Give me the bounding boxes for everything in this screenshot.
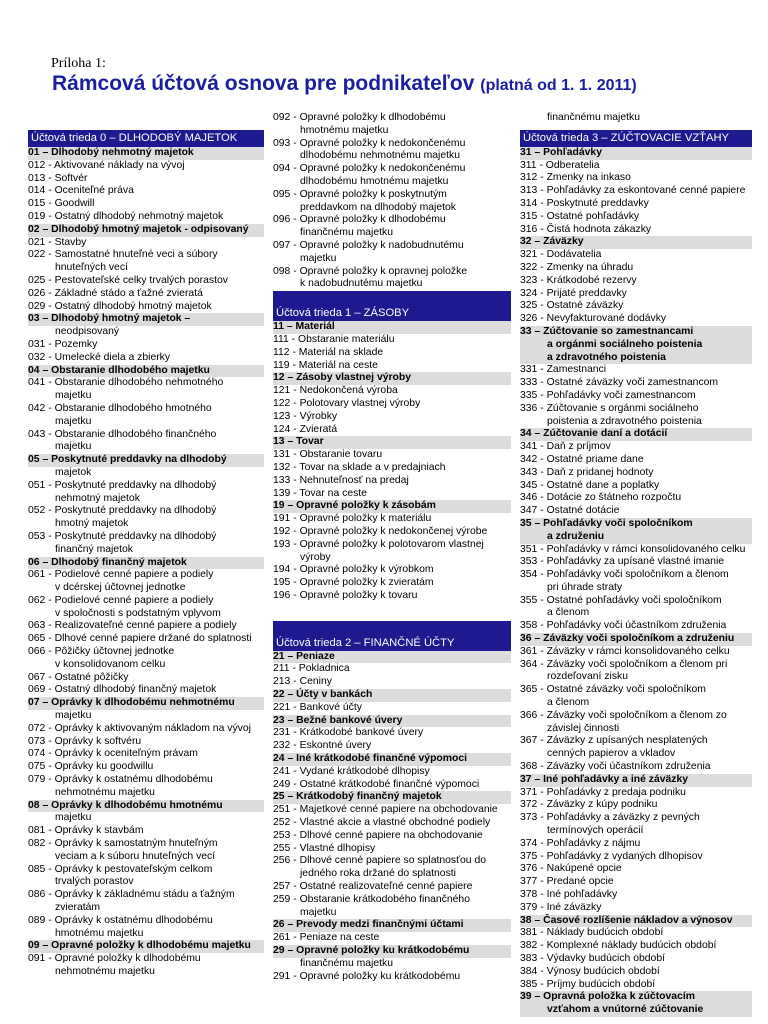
account-row-continued: závislej činnosti xyxy=(547,722,620,734)
account-row: 315 - Ostatné pohľadávky xyxy=(520,210,640,222)
account-row: 133 - Nehnuteľnosť na predaj xyxy=(273,474,409,486)
account-row: 385 - Príjmy budúcich období xyxy=(520,978,656,990)
account-row: 086 - Oprávky k základnému stádu a ťažným xyxy=(28,889,235,901)
account-row: 361 - Záväzky v rámci konsolidovaného celku xyxy=(520,645,730,657)
account-row: 249 - Ostatné krátkodobé finančné výpomoci xyxy=(273,778,480,790)
account-row-continued: finančnému majetku xyxy=(300,957,393,969)
account-row: 379 - Iné záväzky xyxy=(520,901,602,913)
account-row-continued: cenných papierov a vkladov xyxy=(547,748,676,760)
group-heading: 31 – Pohľadávky xyxy=(520,147,752,160)
group-heading: 07 – Oprávky k dlhodobému nehmotnému xyxy=(28,697,264,710)
account-row: 353 - Pohľadávky za upísané vlastné imanie xyxy=(520,556,725,568)
account-row-continued: majetku xyxy=(55,441,92,453)
class-header: Účtová trieda 2 – FINANČNÉ ÚČTY xyxy=(273,621,511,651)
account-row: 041 - Obstaranie dlhodobého nehmotného xyxy=(28,377,224,389)
account-row: 335 - Pohľadávky voči zamestnancom xyxy=(520,389,696,401)
account-row-continued: veciam a k súboru hnuteľných vecí xyxy=(55,850,216,862)
group-heading: 12 – Zásoby vlastnej výroby xyxy=(273,372,511,385)
account-row-continued: majetok xyxy=(55,466,92,478)
account-row-continued: finančný majetok xyxy=(55,543,133,555)
account-row: 346 - Dotácie zo štátneho rozpočtu xyxy=(520,492,682,504)
account-row-continued: a členom xyxy=(547,697,590,709)
account-row: 213 - Ceniny xyxy=(273,676,332,688)
account-row: 091 - Opravné položky k dlhodobému xyxy=(28,953,201,965)
account-row: 371 - Pohľadávky z predaja podniku xyxy=(520,786,686,798)
account-row: 375 - Pohľadávky z vydaných dlhopisov xyxy=(520,850,703,862)
account-row: 089 - Oprávky k ostatnému dlhodobému xyxy=(28,914,213,926)
account-row: 022 - Samostatné hnuteľné veci a súbory xyxy=(28,249,218,261)
account-row: 358 - Pohľadávky voči účastníkom združenia xyxy=(520,620,727,632)
page-title xyxy=(52,72,637,96)
account-row-continued: hmotný majetok xyxy=(55,518,129,530)
account-row: 124 - Zvieratá xyxy=(273,423,338,435)
account-row-continued: termínových operácií xyxy=(547,825,644,837)
account-row: 347 - Ostatné dotácie xyxy=(520,505,620,517)
group-heading: 23 – Bežné bankové úvery xyxy=(273,715,511,728)
account-row: 291 - Opravné položky ku krátkodobému xyxy=(273,970,461,982)
account-row: 314 - Poskytnuté preddavky xyxy=(520,197,649,209)
account-row: 031 - Pozemky xyxy=(28,338,98,350)
account-row: 014 - Oceniteľné práva xyxy=(28,185,134,197)
group-heading: 13 – Tovar xyxy=(273,436,511,449)
account-row: 374 - Pohľadávky z nájmu xyxy=(520,837,641,849)
account-row-continued: výroby xyxy=(300,551,331,563)
appendix-label: Príloha 1: xyxy=(51,56,106,71)
account-row: 063 - Realizovateľné cenné papiere a podiely xyxy=(28,620,237,632)
account-row: 098 - Opravné položky k opravnej položke xyxy=(273,265,468,277)
account-row: 341 - Daň z príjmov xyxy=(520,441,611,453)
account-row: 073 - Oprávky k softvéru xyxy=(28,735,142,747)
account-row-continued: rozdeľovaní zisku xyxy=(547,671,628,683)
group-heading: 19 – Opravné položky k zásobám xyxy=(273,500,511,513)
account-row-continued: nehmotnému majetku xyxy=(55,966,155,977)
account-row: 259 - Obstaranie krátkodobého finančného xyxy=(273,893,470,905)
account-row: 139 - Tovar na ceste xyxy=(273,487,367,499)
account-row-continued: majetku xyxy=(55,415,92,427)
account-row: 025 - Pestovateľské celky trvalých porastov xyxy=(28,274,228,286)
account-row: 251 - Majetkové cenné papiere na obchodovanie xyxy=(273,804,498,816)
account-row: 052 - Poskytnuté preddavky na dlhodobý xyxy=(28,505,217,517)
account-row: 261 - Peniaze na ceste xyxy=(273,932,380,944)
account-row-continued: majetku xyxy=(55,812,92,824)
group-heading: 03 – Dlhodobý hmotný majetok – xyxy=(28,313,264,326)
account-row: 256 - Dlhové cenné papiere so splatnosťou do xyxy=(273,855,487,867)
account-row: 366 - Záväzky voči spoločníkom a členom zo xyxy=(520,709,727,721)
account-row: 131 - Obstaranie tovaru xyxy=(273,449,383,461)
account-row: 378 - Iné pohľadávky xyxy=(520,889,618,901)
account-row: 195 - Opravné položky k zvieratám xyxy=(273,577,434,589)
account-row: 192 - Opravné položky k nedokončenej výrobe xyxy=(273,525,488,537)
account-row: 257 - Ostatné realizovateľné cenné papiere xyxy=(273,881,473,893)
account-row-continued: hmotnému majetku xyxy=(300,124,389,136)
account-row: 112 - Materiál na sklade xyxy=(273,346,384,358)
column-1 xyxy=(28,125,264,979)
account-row: 331 - Zamestnanci xyxy=(520,364,607,376)
account-row: 241 - Vydané krátkodobé dlhopisy xyxy=(273,765,430,777)
group-heading: 26 – Prevody medzi finančnými účtami xyxy=(273,919,511,932)
account-row: 373 - Pohľadávky a záväzky z pevných xyxy=(520,812,700,824)
account-row: 372 - Záväzky z kúpy podniku xyxy=(520,799,658,811)
account-row: 368 - Záväzky voči účastníkom združenia xyxy=(520,761,711,773)
account-row: 119 - Materiál na ceste xyxy=(273,359,378,371)
group-heading: 39 – Opravná položka k zúčtovacím xyxy=(520,991,752,1004)
account-row: 085 - Oprávky k pestovateľským celkom xyxy=(28,863,213,875)
account-row: 325 - Ostatné záväzky xyxy=(520,300,624,312)
account-row: 382 - Komplexné náklady budúcich období xyxy=(520,940,717,952)
account-row-continued: nehmotný majetok xyxy=(55,492,140,504)
account-row: 026 - Základné stádo a ťažné zvieratá xyxy=(28,287,203,299)
account-row: 193 - Opravné položky k polotovarom vlastnej xyxy=(273,538,484,550)
account-row-continued: v konsolidovanom celku xyxy=(55,658,166,670)
group-heading: 33 – Zúčtovanie so zamestnancami xyxy=(520,326,752,339)
group-heading: 11 – Materiál xyxy=(273,321,511,334)
account-row: 097 - Opravné položky k nadobudnutému xyxy=(273,239,464,251)
group-heading-continued: a orgánmi sociálneho poistenia xyxy=(520,339,752,352)
account-row: 253 - Dlhové cenné papiere na obchodovanie xyxy=(273,829,483,841)
group-heading: 09 – Opravné položky k dlhodobému majetku xyxy=(28,940,264,953)
class-header: Účtová trieda 0 – DLHODOBÝ MAJETOK xyxy=(28,130,264,147)
account-row: 121 - Nedokončená výroba xyxy=(273,385,398,397)
account-row: 013 - Softvér xyxy=(28,172,88,184)
account-row: 326 - Nevyfakturované dodávky xyxy=(520,313,667,325)
group-heading: 01 – Dlhodobý nehmotný majetok xyxy=(28,147,264,160)
group-heading: 06 – Dlhodobý finančný majetok xyxy=(28,557,264,570)
account-row: 042 - Obstaranie dlhodobého hmotného xyxy=(28,402,212,414)
account-row: 313 - Pohľadávky za eskontované cenné papiere xyxy=(520,185,746,197)
group-heading: 29 – Opravné položky ku krátkodobému xyxy=(273,945,511,958)
account-row: 072 - Oprávky k aktivovaným nákladom na vývoj xyxy=(28,722,251,734)
account-row: 377 - Predané opcie xyxy=(520,876,614,888)
account-row-continued: finančnému majetku xyxy=(547,112,640,123)
account-row: 311 - Odberatelia xyxy=(520,159,600,171)
account-row-continued: majetku xyxy=(55,390,92,402)
account-row: 255 - Vlastné dlhopisy xyxy=(273,842,376,854)
account-row: 095 - Opravné položky k poskytnutým xyxy=(273,188,447,200)
account-row: 015 - Goodwill xyxy=(28,198,95,210)
class-header: Účtová trieda 3 – ZÚČTOVACIE VZŤAHY xyxy=(520,130,752,147)
account-row: 092 - Opravné položky k dlhodobému xyxy=(273,112,446,123)
spacer xyxy=(273,603,511,621)
account-row: 312 - Zmenky na inkaso xyxy=(520,172,631,184)
account-row: 194 - Opravné položky k výrobkom xyxy=(273,564,434,576)
group-heading: 36 – Záväzky voči spoločníkom a združeniu xyxy=(520,633,752,646)
account-row-continued: trvalých porastov xyxy=(55,876,134,888)
account-row-continued: a členom xyxy=(547,607,590,619)
account-row-continued: majetku xyxy=(300,252,337,264)
column-2 xyxy=(273,112,511,983)
group-heading: 24 – Iné krátkodobé finančné výpomoci xyxy=(273,753,511,766)
account-row: 321 - Dodávatelia xyxy=(520,249,602,261)
group-heading: 21 – Peniaze xyxy=(273,651,511,664)
account-row: 322 - Zmenky na úhradu xyxy=(520,261,634,273)
account-row: 094 - Opravné položky k nedokončenému xyxy=(273,163,466,175)
account-row-continued: k nadobudnutému majetku xyxy=(300,278,423,290)
group-heading: 05 – Poskytnuté preddavky na dlhodobý xyxy=(28,454,264,467)
group-heading: 32 – Záväzky xyxy=(520,236,752,249)
account-row: 365 - Ostatné záväzky voči spoločníkom xyxy=(520,684,706,696)
group-heading: 08 – Oprávky k dlhodobému hmotnému xyxy=(28,800,264,813)
account-row-continued: jedného roka držané do splatnosti xyxy=(300,868,456,880)
group-heading: 02 – Dlhodobý hmotný majetok - odpisovaný xyxy=(28,224,264,237)
account-row: 061 - Podielové cenné papiere a podiely xyxy=(28,569,214,581)
account-row: 053 - Poskytnuté preddavky na dlhodobý xyxy=(28,530,217,542)
account-row: 367 - Záväzky z upísaných nesplatených xyxy=(520,735,708,747)
class-header: Účtová trieda 1 – ZÁSOBY xyxy=(273,291,511,321)
account-row: 324 - Prijaté preddavky xyxy=(520,287,627,299)
group-heading-continued: vzťahom a vnútorné zúčtovanie xyxy=(520,1004,752,1017)
account-row-continued: v spoločnosti s podstatným vplyvom xyxy=(55,607,221,619)
account-row: 354 - Pohľadávky voči spoločníkom a členom xyxy=(520,569,729,581)
account-row: 323 - Krátkodobé rezervy xyxy=(520,274,637,286)
group-heading-continued: a zdravotného poistenia xyxy=(520,352,752,365)
account-row: 019 - Ostatný dlhodobý nehmotný majetok xyxy=(28,210,224,222)
account-row: 096 - Opravné položky k dlhodobému xyxy=(273,214,446,226)
group-heading: 25 – Krátkodobý finančný majetok xyxy=(273,791,511,804)
group-heading-continued: a združeniu xyxy=(520,531,752,544)
account-row: 123 - Výrobky xyxy=(273,410,338,422)
account-row: 032 - Umelecké diela a zbierky xyxy=(28,351,171,363)
group-heading: 35 – Pohľadávky voči spoločníkom xyxy=(520,518,752,531)
account-row-continued: pri úhrade straty xyxy=(547,581,623,593)
account-row: 093 - Opravné položky k nedokončenému xyxy=(273,137,466,149)
account-row-continued: neodpisovaný xyxy=(55,326,120,338)
account-row: 221 - Bankové účty xyxy=(273,701,362,713)
account-row: 211 - Pokladnica xyxy=(273,663,350,675)
account-row: 196 - Opravné položky k tovaru xyxy=(273,589,418,601)
account-row-continued: dlhodobému hmotnému majetku xyxy=(300,175,449,187)
account-row: 231 - Krátkodobé bankové úvery xyxy=(273,727,424,739)
account-row: 343 - Daň z pridanej hodnoty xyxy=(520,466,654,478)
group-heading: 04 – Obstaranie dlhodobého majetku xyxy=(28,365,264,378)
account-row: 333 - Ostatné záväzky voči zamestnancom xyxy=(520,377,719,389)
column-3 xyxy=(520,112,752,1017)
account-row-continued: majetku xyxy=(55,710,92,722)
account-row-continued: poistenia a zdravotného poistenia xyxy=(547,415,702,427)
account-row: 029 - Ostatný dlhodobý hmotný majetok xyxy=(28,300,212,312)
account-row: 012 - Aktivované náklady na vývoj xyxy=(28,159,185,171)
account-row: 351 - Pohľadávky v rámci konsolidovaného celku xyxy=(520,543,746,555)
account-row: 111 - Obstaranie materiálu xyxy=(273,333,395,345)
account-row: 355 - Ostatné pohľadávky voči spoločníkom xyxy=(520,594,722,606)
account-row: 336 - Zúčtovanie s orgánmi sociálneho xyxy=(520,402,699,414)
account-row-continued: hmotnému majetku xyxy=(55,927,144,939)
group-heading: 37 – Iné pohľadávky a iné záväzky xyxy=(520,774,752,787)
account-row: 066 - Pôžičky účtovnej jednotke xyxy=(28,646,175,658)
account-row-continued: zvieratám xyxy=(55,902,101,914)
account-row: 232 - Eskontné úvery xyxy=(273,740,372,752)
account-row: 191 - Opravné položky k materiálu xyxy=(273,513,432,525)
account-row: 067 - Ostatné pôžičky xyxy=(28,671,129,683)
account-row: 079 - Oprávky k ostatnému dlhodobému xyxy=(28,774,213,786)
group-heading: 38 – Časové rozlíšenie nákladov a výnosov xyxy=(520,915,752,928)
account-row: 316 - Čistá hodnota zákazky xyxy=(520,223,652,235)
account-row-continued: dlhodobému nehmotnému majetku xyxy=(300,150,460,162)
account-row-continued: majetku xyxy=(300,906,337,918)
account-row: 364 - Záväzky voči spoločníkom a členom pri xyxy=(520,658,728,670)
account-row: 081 - Oprávky k stavbám xyxy=(28,825,144,837)
account-row: 342 - Ostatné priame dane xyxy=(520,453,644,465)
account-row: 252 - Vlastné akcie a vlastné obchodné podiely xyxy=(273,817,491,829)
account-row: 021 - Stavby xyxy=(28,236,87,248)
account-row: 132 - Tovar na sklade a v predajniach xyxy=(273,461,446,473)
account-row: 345 - Ostatné dane a poplatky xyxy=(520,479,660,491)
account-row: 122 - Polotovary vlastnej výroby xyxy=(273,397,421,409)
account-row: 381 - Náklady budúcich období xyxy=(520,927,664,939)
account-row: 043 - Obstaranie dlhodobého finančného xyxy=(28,428,217,440)
group-heading: 22 – Účty v bankách xyxy=(273,689,511,702)
account-row: 075 - Oprávky ku goodwillu xyxy=(28,761,154,773)
title-validity: (platná od 1. 1. 2011) xyxy=(480,77,637,94)
account-row: 376 - Nakúpené opcie xyxy=(520,863,622,875)
account-row-continued: nehmotnému majetku xyxy=(55,786,155,798)
account-row-continued: preddavkom na dlhodobý majetok xyxy=(300,201,456,213)
account-row: 383 - Výdavky budúcich období xyxy=(520,953,665,964)
account-row-continued: hnuteľných vecí xyxy=(55,262,128,274)
account-row: 069 - Ostatný dlhodobý finančný majetok xyxy=(28,684,217,696)
title-main: Rámcová účtová osnova pre podnikateľov xyxy=(52,72,475,95)
account-row: 082 - Oprávky k samostatným hnuteľným xyxy=(28,838,218,850)
group-heading: 34 – Zúčtovanie daní a dotácií xyxy=(520,428,752,441)
account-row: 384 - Výnosy budúcich období xyxy=(520,965,660,977)
account-row-continued: finančnému majetku xyxy=(300,227,393,239)
account-row: 062 - Podielové cenné papiere a podiely xyxy=(28,594,214,606)
account-row: 051 - Poskytnuté preddavky na dlhodobý xyxy=(28,479,217,491)
account-row: 065 - Dlhové cenné papiere držané do splatnosti xyxy=(28,633,252,645)
account-row: 074 - Oprávky k oceniteľným právam xyxy=(28,748,198,760)
account-row-continued: v dcérskej účtovnej jednotke xyxy=(55,582,186,594)
